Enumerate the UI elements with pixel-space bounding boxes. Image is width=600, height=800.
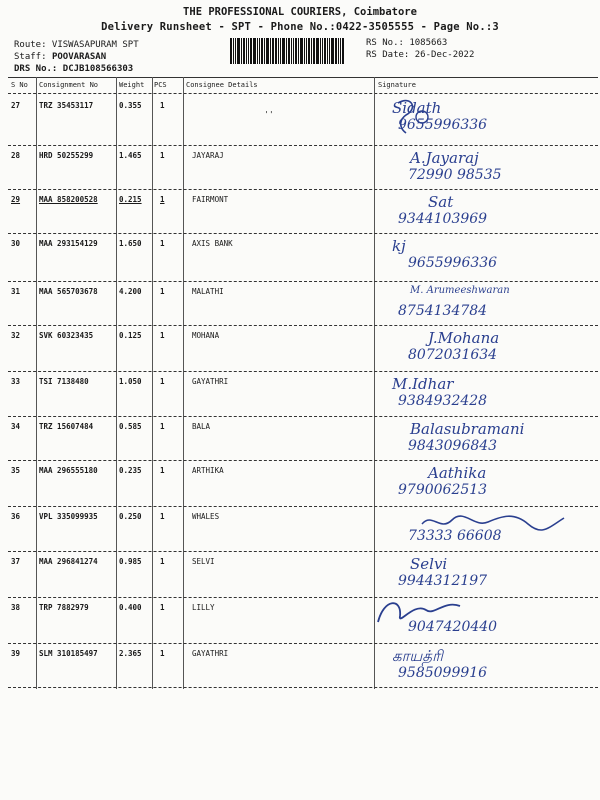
col-header-signature: Signature [378, 81, 416, 89]
row-consignment-no: MAA 296555180 [39, 466, 98, 475]
signature-phone: 8754134784 [398, 303, 488, 319]
row-consignment-no: MAA 293154129 [39, 239, 98, 248]
row-weight: 1.465 [119, 151, 142, 160]
row-sno: 31 [11, 287, 21, 296]
runsheet-title: THE PROFESSIONAL COURIERS, Coimbatore [183, 6, 417, 18]
signature-phone: 9655996336 [398, 117, 488, 133]
staff-label: Staff: [14, 52, 47, 62]
row-pcs: 1 [160, 195, 165, 204]
row-pcs: 1 [160, 649, 165, 658]
row-sno: 34 [11, 422, 21, 431]
signature-phone: 9790062513 [398, 482, 488, 498]
signature-scribble [392, 95, 432, 139]
row-sno: 38 [11, 603, 21, 612]
row-sno: 30 [11, 239, 21, 248]
table-top-rule [8, 77, 598, 78]
row-consignee: BALA [192, 422, 211, 431]
signature-phone: 8072031634 [408, 347, 498, 363]
row-pcs: 1 [160, 466, 165, 475]
row-sno: 33 [11, 377, 21, 386]
row-separator [8, 597, 598, 598]
row-separator [8, 687, 598, 688]
signature-name: Sidath [392, 99, 442, 117]
signature-name: Selvi [410, 555, 448, 573]
row-weight: 0.215 [119, 195, 142, 204]
row-consignment-no: TSI 7138480 [39, 377, 89, 386]
col-header-pcs: PCS [154, 81, 167, 89]
row-consignee: GAYATHRI [192, 377, 229, 386]
staff-name: POOVARASAN [51, 52, 107, 62]
signature-name: Sat [428, 193, 454, 211]
row-consignment-no: MAA 296841274 [39, 557, 98, 566]
row-weight: 4.200 [119, 287, 142, 296]
signature-name: காயத்ரி [392, 647, 443, 665]
signature-phone: 9047420440 [408, 619, 498, 635]
row-weight: 0.585 [119, 422, 142, 431]
row-consignment-no: SVK 60323435 [39, 331, 94, 340]
row-sno: 28 [11, 151, 21, 160]
drs-label: DRS No.: [14, 64, 58, 74]
row-sno: 29 [11, 195, 21, 204]
route-label: Route: VISWASAPURAM SPT [14, 40, 139, 50]
row-sno: 36 [11, 512, 21, 521]
row-consignment-no: HRD 50255299 [39, 151, 94, 160]
row-pcs: 1 [160, 151, 165, 160]
signature-name: Balasubramani [410, 420, 525, 438]
signature-phone: 9843096843 [408, 438, 498, 454]
row-sno: 35 [11, 466, 21, 475]
row-separator [8, 460, 598, 461]
row-pcs: 1 [160, 239, 165, 248]
col-header-weight: Weight [119, 81, 145, 89]
row-consignment-no: MAA 565703678 [39, 287, 98, 296]
row-consignee: GAYATHRI [192, 649, 229, 658]
drs-line [14, 64, 133, 74]
rs-date: RS Date: 26-Dec-2022 [366, 50, 475, 60]
barcode [230, 38, 355, 64]
signature-phone: 9585099916 [398, 665, 488, 681]
signature-scribble [374, 596, 464, 630]
row-pcs: 1 [160, 422, 165, 431]
row-separator [8, 189, 598, 190]
row-consignment-no: SLM 310185497 [39, 649, 98, 658]
row-consignee: MALATHI [192, 287, 224, 296]
row-separator [8, 506, 598, 507]
signature-phone: 9944312197 [398, 573, 488, 589]
row-separator [8, 233, 598, 234]
row-consignee: JAYARAJ [192, 151, 224, 160]
row-consignment-no: TRP 7882979 [39, 603, 89, 612]
drs-number: DCJB108566303 [62, 64, 134, 74]
row-sno: 27 [11, 101, 21, 110]
staff-line [14, 52, 106, 62]
row-weight: 1.650 [119, 239, 142, 248]
row-weight: 0.985 [119, 557, 142, 566]
runsheet-subtitle: Delivery Runsheet - SPT - Phone No.:0422-3505555 - Page No.:3 [101, 21, 499, 33]
signature-phone: 72990 98535 [408, 167, 502, 183]
signature-phone: 9344103969 [398, 211, 488, 227]
row-consignment-no: MAA 858200528 [39, 195, 98, 204]
row-weight: 0.355 [119, 101, 142, 110]
row-pcs: 1 [160, 557, 165, 566]
rs-number: RS No.: 1085663 [366, 38, 448, 48]
signature-name: M. Arumeeshwaran [410, 285, 510, 296]
row-separator [8, 325, 598, 326]
col-header-sno: S No [11, 81, 28, 89]
signature-phone: 73333 66608 [408, 528, 502, 544]
row-consignment-no: TRZ 15607484 [39, 422, 94, 431]
signature-name: A.Jayaraj [410, 149, 479, 167]
row-consignee: FAIRMONT [192, 195, 229, 204]
signature-name: M.Idhar [392, 375, 454, 393]
row-sno: 32 [11, 331, 21, 340]
row-consignee: MOHANA [192, 331, 220, 340]
row-pcs: 1 [160, 101, 165, 110]
row-consignee: SELVI [192, 557, 215, 566]
row-consignment-no: VPL 335099935 [39, 512, 98, 521]
col-header-consignee: Consignee Details [186, 81, 258, 89]
row-pcs: 1 [160, 287, 165, 296]
row-weight: 2.365 [119, 649, 142, 658]
row-separator [8, 551, 598, 552]
row-weight: 0.125 [119, 331, 142, 340]
row-consignee: ARTHIKA [192, 466, 224, 475]
signature-phone: 9655996336 [408, 255, 498, 271]
row-pcs: 1 [160, 331, 165, 340]
row-pcs: 1 [160, 603, 165, 612]
signature-name: kj [392, 237, 406, 255]
row-weight: 0.400 [119, 603, 142, 612]
row-separator [8, 643, 598, 644]
col-header-consignment: Consignment No [39, 81, 99, 89]
row-weight: 0.235 [119, 466, 142, 475]
row-consignment-no: TRZ 35453117 [39, 101, 94, 110]
row-sno: 37 [11, 557, 21, 566]
tick-mark: '' [264, 110, 274, 119]
signature-phone: 9384932428 [398, 393, 488, 409]
row-weight: 0.250 [119, 512, 142, 521]
row-weight: 1.050 [119, 377, 142, 386]
row-pcs: 1 [160, 512, 165, 521]
row-consignee: AXIS BANK [192, 239, 233, 248]
row-separator [8, 145, 598, 146]
signature-scribble [418, 508, 568, 538]
row-separator [8, 371, 598, 372]
row-separator [8, 281, 598, 282]
signature-name: J.Mohana [428, 329, 500, 347]
header-rule [8, 93, 598, 94]
row-separator [8, 416, 598, 417]
row-consignee: LILLY [192, 603, 215, 612]
row-sno: 39 [11, 649, 21, 658]
row-pcs: 1 [160, 377, 165, 386]
signature-name: Aathika [428, 464, 487, 482]
row-consignee: WHALES [192, 512, 220, 521]
